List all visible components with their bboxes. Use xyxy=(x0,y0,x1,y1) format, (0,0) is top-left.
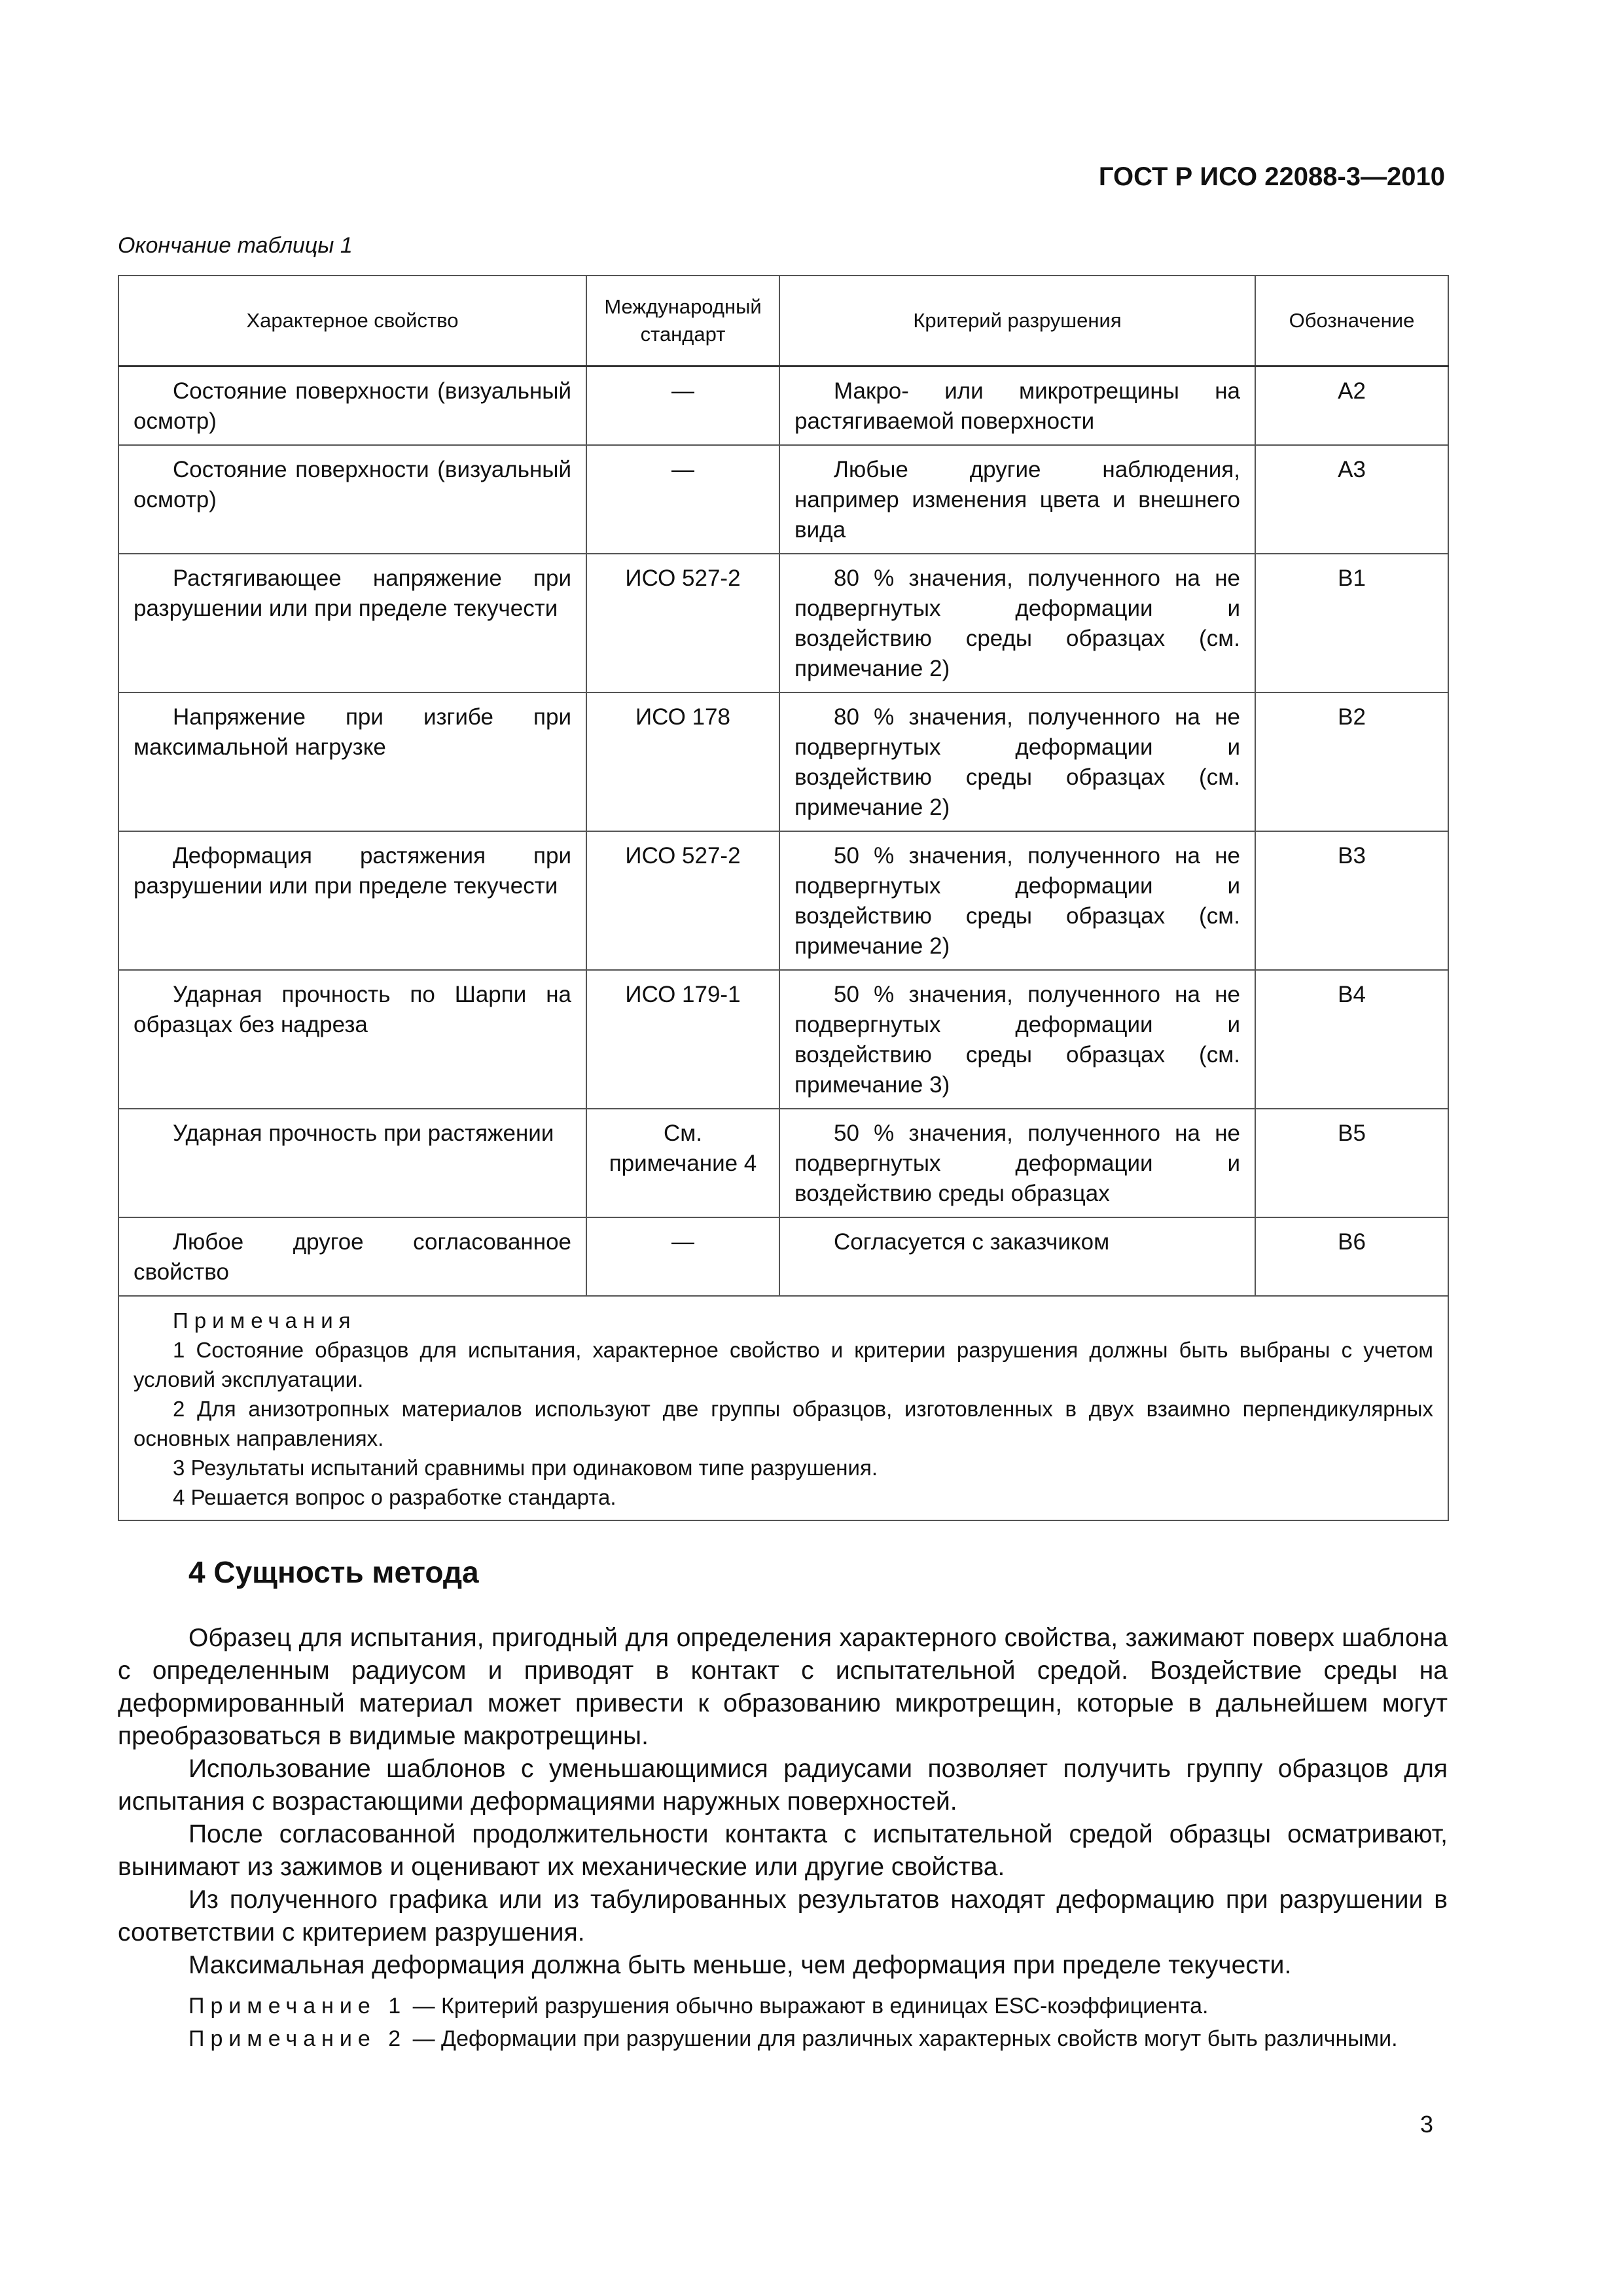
table-note: 4 Решается вопрос о разработке стандарта. xyxy=(173,1485,616,1509)
table-row xyxy=(118,970,1448,1109)
property-cell: Любое другое согласованное свойство xyxy=(118,1217,586,1296)
standard-cell: ИСО 178 xyxy=(586,692,779,831)
table-caption: Окончание таблицы 1 xyxy=(118,233,353,258)
section-notes xyxy=(118,1990,1448,2055)
standard-cell: См. примечание 4 xyxy=(586,1109,779,1217)
note-text: — Деформации при разрушении для различных характерных свойств могут быть различными. xyxy=(406,2026,1398,2051)
section-heading: 4 Сущность метода xyxy=(188,1555,479,1589)
note-text: — Критерий разрушения обычно выражают в единицах ESC-коэффициента. xyxy=(406,1994,1209,2018)
designation-cell: B4 xyxy=(1255,970,1448,1109)
column-header: Обозначение xyxy=(1255,276,1448,367)
property-cell: Состояние поверхности (визуальный осмотр) xyxy=(118,445,586,554)
property-cell: Ударная прочность по Шарпи на образцах без надреза xyxy=(118,970,586,1109)
standard-cell: ИСО 527-2 xyxy=(586,831,779,970)
criterion-cell: 50 % значения, полученного на не подвергнутых деформации и воздействию среды образцах (см. примечание 3) xyxy=(779,970,1255,1109)
table-note: 3 Результаты испытаний сравнимы при одинаковом типе разрушения. xyxy=(173,1456,878,1480)
standard-cell: — xyxy=(586,367,779,446)
body-paragraph: Использование шаблонов с уменьшающимися радиусами позволяет получить группу образцов для испытания с возрастающими деформациями наружных поверхностей. xyxy=(118,1755,1448,1816)
notes-title: Примечания xyxy=(173,1308,357,1333)
criterion-cell: Макро- или микротрещины на растягиваемой поверхности xyxy=(779,367,1255,446)
standard-cell: ИСО 179-1 xyxy=(586,970,779,1109)
table-row xyxy=(118,1217,1448,1296)
criterion-cell: Согласуется с заказчиком xyxy=(779,1217,1255,1296)
property-cell: Состояние поверхности (визуальный осмотр) xyxy=(118,367,586,446)
section-body xyxy=(118,1622,1448,1982)
body-paragraph: Из полученного графика или из табулированных результатов находят деформацию при разрушении в соответствии с критерием разрушения. xyxy=(118,1886,1448,1946)
table-notes-row xyxy=(118,1296,1448,1520)
property-cell: Ударная прочность при растяжении xyxy=(118,1109,586,1217)
designation-cell: A3 xyxy=(1255,445,1448,554)
criterion-cell: 50 % значения, полученного на не подвергнутых деформации и воздействию среды образцах xyxy=(779,1109,1255,1217)
table-row xyxy=(118,445,1448,554)
table-row xyxy=(118,1109,1448,1217)
note-label: Примечание 2 xyxy=(188,2026,407,2051)
standard-cell: ИСО 527-2 xyxy=(586,554,779,692)
properties-table xyxy=(118,275,1449,1521)
note-label: Примечание 1 xyxy=(188,1994,407,2018)
criterion-cell: Любые другие наблюдения, например изменения цвета и внешнего вида xyxy=(779,445,1255,554)
property-cell: Растягивающее напряжение при разрушении или при пределе текучести xyxy=(118,554,586,692)
table-row xyxy=(118,692,1448,831)
table-note: 2 Для анизотропных материалов используют две группы образцов, изготовленных в двух взаимно перпендикулярных основных направлениях. xyxy=(134,1397,1433,1450)
standard-cell: — xyxy=(586,1217,779,1296)
property-cell: Напряжение при изгибе при максимальной нагрузке xyxy=(118,692,586,831)
table-header-row xyxy=(118,276,1448,367)
table-row xyxy=(118,554,1448,692)
criterion-cell: 80 % значения, полученного на не подвергнутых деформации и воздействию среды образцах (см. примечание 2) xyxy=(779,692,1255,831)
criterion-cell: 80 % значения, полученного на не подвергнутых деформации и воздействию среды образцах (см. примечание 2) xyxy=(779,554,1255,692)
standard-code: ГОСТ Р ИСО 22088-3—2010 xyxy=(1098,162,1445,191)
column-header: Международный стандарт xyxy=(586,276,779,367)
designation-cell: B2 xyxy=(1255,692,1448,831)
section-note xyxy=(118,1990,1448,2022)
designation-cell: B3 xyxy=(1255,831,1448,970)
section-note xyxy=(118,2022,1448,2055)
column-header: Критерий разрушения xyxy=(779,276,1255,367)
body-paragraph: Максимальная деформация должна быть меньше, чем деформация при пределе текучести. xyxy=(188,1951,1292,1979)
standard-cell: — xyxy=(586,445,779,554)
table-notes xyxy=(118,1296,1448,1520)
designation-cell: B6 xyxy=(1255,1217,1448,1296)
table-note: 1 Состояние образцов для испытания, характерное свойство и критерии разрушения должны быть выбраны с учетом условий эксплуатации. xyxy=(134,1338,1433,1391)
designation-cell: B5 xyxy=(1255,1109,1448,1217)
body-paragraph: После согласованной продолжительности контакта с испытательной средой образцы осматривают, вынимают из зажимов и оценивают их механические или другие свойства. xyxy=(118,1820,1448,1881)
body-paragraph: Образец для испытания, пригодный для определения характерного свойства, зажимают поверх шаблона с определенным радиусом и приводят в контакт с испытательной средой. Воздействие среды на деформированный материал может привести к образованию микротрещин, которые в дальнейшем могут преобразоваться в видимые макротрещины. xyxy=(118,1624,1448,1750)
table-row xyxy=(118,367,1448,446)
designation-cell: A2 xyxy=(1255,367,1448,446)
criterion-cell: 50 % значения, полученного на не подвергнутых деформации и воздействию среды образцах (см. примечание 2) xyxy=(779,831,1255,970)
designation-cell: B1 xyxy=(1255,554,1448,692)
table-row xyxy=(118,831,1448,970)
property-cell: Деформация растяжения при разрушении или при пределе текучести xyxy=(118,831,586,970)
column-header: Характерное свойство xyxy=(118,276,586,367)
page-number: 3 xyxy=(1420,2111,1434,2138)
